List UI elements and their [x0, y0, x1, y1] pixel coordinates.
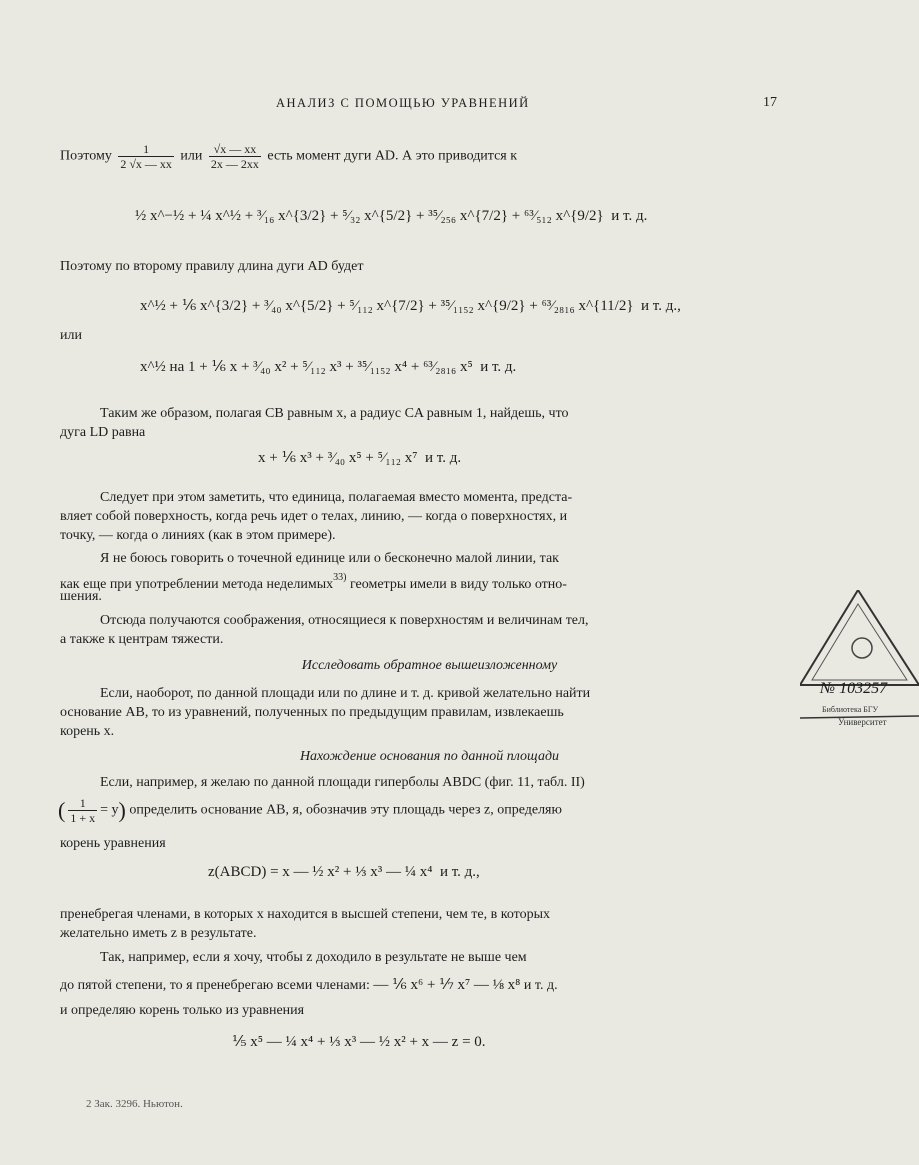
- stamp-number: № 103257: [820, 680, 888, 697]
- paragraph-line: Так, например, если я хочу, чтобы z доходило в результате не выше чем: [100, 950, 527, 965]
- page-number: 17: [763, 95, 777, 110]
- paragraph-line: до пятой степени, то я пренебрегаю всеми членами: — ⅙ x⁶ + ⅐ x⁷ — ⅛ x⁸ и т. д.: [60, 977, 558, 993]
- section-heading: Нахождение основания по данной площади: [299, 749, 560, 764]
- paragraph-line: как еще при употреблении метода неделимых$^{33)}$ геометры имели в виду только отно-: [60, 572, 567, 592]
- library-stamp: [800, 590, 919, 750]
- paragraph-line: Отсюда получаются соображения, относящиеся к поверхностям и величинам тел,: [100, 613, 589, 628]
- paragraph-line: основание AB, то из уравнений, полученных по предыдущим правилам, извлекаешь: [60, 705, 564, 720]
- stamp-line2: Университет: [838, 717, 887, 727]
- paragraph-line: Поэтому по второму правилу длина дуги AD будет: [60, 259, 364, 274]
- equation-2: ⅕ x⁵ — ¼ x⁴ + ⅓ x³ — ½ x² + x — z = 0.: [232, 1034, 486, 1050]
- fraction: $\frac{√x — xx}{2x — 2xx}$: [210, 142, 259, 171]
- paragraph-line: Следует при этом заметить, что единица, полагаемая вместо момента, предста-: [100, 490, 573, 505]
- footnote-ref: 33): [333, 572, 347, 583]
- paragraph-line: корень x.: [60, 724, 115, 739]
- paragraph-line: дуга LD равна: [60, 425, 146, 440]
- paragraph-line: шения.: [60, 589, 102, 604]
- paragraph-line: Таким же образом, полагая CB равным x, а радиус CA равным 1, найдешь, что: [100, 406, 569, 421]
- series-1: ½ x^−½ + ¼ x^½ + ³⁄₁₆ x^{3/2} + ⁵⁄₃₂ x^{5/2} + ³⁵⁄₂₅₆ x^{7/2} + ⁶³⁄₅₁₂ x^{9/2} и т. д.: [135, 208, 648, 224]
- paragraph-line: Если, наоборот, по данной площади или по длине и т. д. кривой желательно найти: [100, 686, 591, 701]
- paragraph-line: пренебрегая членами, в которых x находится в высшей степени, чем те, в которых: [60, 907, 550, 922]
- paragraph-line: Если, например, я желаю по данной площади гиперболы ABDC (фиг. 11, табл. II): [100, 775, 585, 790]
- paragraph-line: и определяю корень только из уравнения: [60, 1003, 305, 1018]
- running-header: [276, 94, 530, 112]
- paragraph-line: Я не боюсь говорить о точечной единице или о бесконечно малой линии, так: [100, 551, 559, 566]
- page-footer: 2 Зак. 3296. Ньютон.: [86, 1098, 183, 1110]
- paragraph-line: ( $\frac{1}{1 + x}$ = y) определить основание AB, я, обозначив эту площадь через z, определяю: [58, 796, 562, 825]
- paragraph-line: а также к центрам тяжести.: [60, 632, 224, 647]
- paragraph-line: или: [60, 328, 82, 343]
- paragraph-line: корень уравнения: [60, 836, 166, 851]
- series-3: x^½ на 1 + ⅙ x + ³⁄₄₀ x² + ⁵⁄₁₁₂ x³ + ³⁵⁄₁₁₅₂ x⁴ + ⁶³⁄₂₈₁₆ x⁵ и т. д.: [140, 359, 517, 375]
- paragraph-line: точку, — когда о линиях (как в этом примере).: [60, 528, 336, 543]
- series-2: x^½ + ⅙ x^{3/2} + ³⁄₄₀ x^{5/2} + ⁵⁄₁₁₂ x^{7/2} + ³⁵⁄₁₁₅₂ x^{9/2} + ⁶³⁄₂₈₁₆ x^{11/2} и т. д.,: [140, 298, 681, 314]
- paragraph-line: вляет собой поверхность, когда речь идет о телах, линию, — когда о поверхностях, и: [60, 509, 568, 524]
- series-4: x + ⅙ x³ + ³⁄₄₀ x⁵ + ⁵⁄₁₁₂ x⁷ и т. д.: [258, 450, 462, 466]
- equation-1: z(ABCD) = x — ½ x² + ⅓ x³ — ¼ x⁴ и т. д.,: [208, 864, 480, 880]
- fraction: $\frac{1}{2 √x — xx}$: [120, 142, 172, 171]
- section-heading: Исследовать обратное вышеизложенному: [301, 658, 558, 673]
- paragraph-line: желательно иметь z в результате.: [60, 926, 257, 941]
- moment-line: Поэтому $\frac{1}{2 √x — xx}$ или $\frac{√x — xx}{2x — 2xx}$ есть момент дуги AD. А это приводится к: [60, 142, 518, 171]
- header-title: АНАЛИЗ С ПОМОЩЬЮ УРАВНЕНИЙ: [276, 96, 530, 110]
- stamp-line1: Библиотека БГУ: [822, 705, 879, 714]
